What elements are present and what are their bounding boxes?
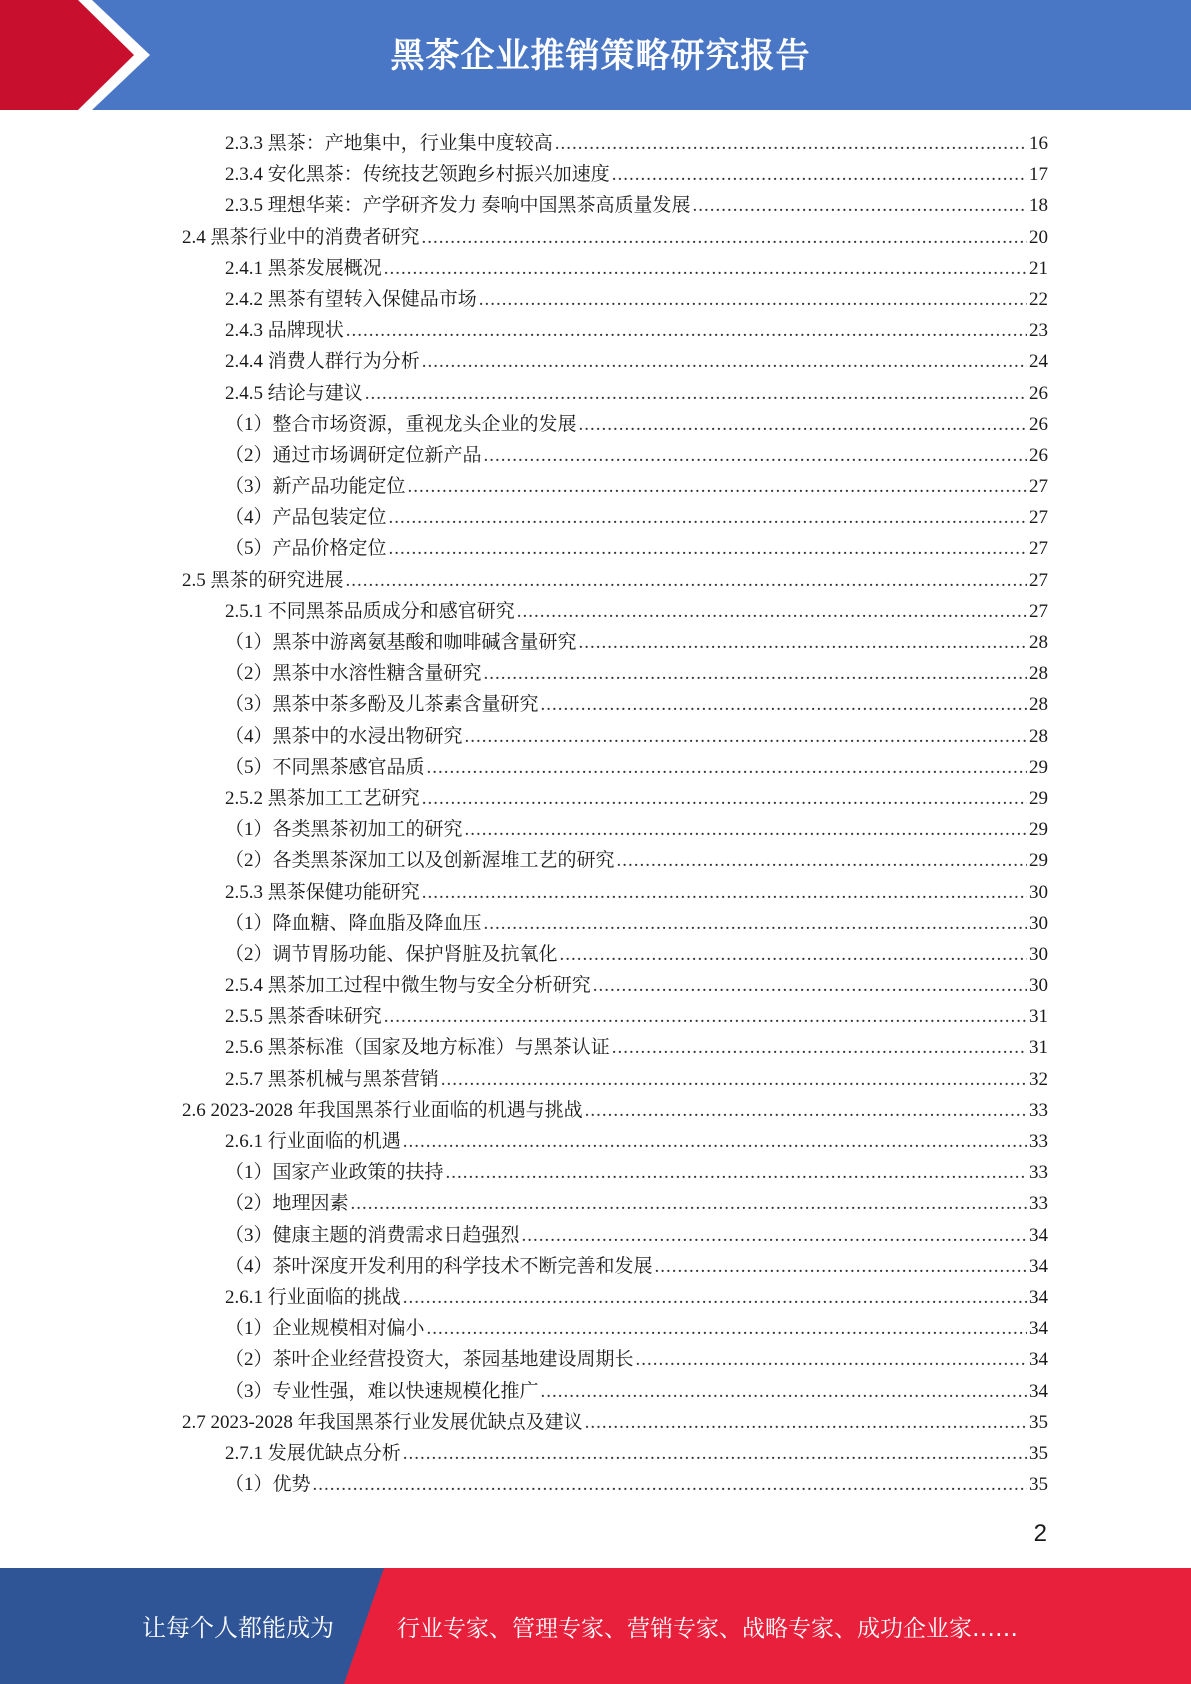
toc-entry-number: 2.5 bbox=[182, 569, 206, 591]
toc-entry-page: 28 bbox=[1029, 632, 1048, 653]
toc-entry-text: 企业规模相对偏小 bbox=[272, 1318, 425, 1340]
toc-entry-text: 茶叶深度开发利用的科学技术不断完善和发展 bbox=[272, 1255, 653, 1277]
toc-entry[interactable] bbox=[182, 1220, 1048, 1251]
toc-entry-number: 2.4.2 bbox=[225, 288, 263, 310]
toc-dot-leader bbox=[384, 253, 1027, 284]
toc-entry-title bbox=[225, 159, 610, 190]
toc-entry-number: 2.7.1 bbox=[225, 1442, 263, 1464]
toc-entry-title bbox=[225, 1282, 401, 1313]
toc-entry-text: 黑茶中的水浸出物研究 bbox=[272, 725, 463, 747]
toc-entry[interactable] bbox=[182, 502, 1048, 533]
toc-entry-page: 28 bbox=[1029, 663, 1048, 685]
toc-entry-page: 17 bbox=[1029, 164, 1048, 186]
toc-dot-leader bbox=[479, 284, 1027, 315]
toc-entry-number: （4） bbox=[225, 507, 273, 529]
toc-dot-leader bbox=[617, 845, 1027, 876]
toc-dot-leader bbox=[636, 1344, 1027, 1375]
toc-entry-title bbox=[225, 440, 482, 471]
toc-dot-leader bbox=[422, 222, 1027, 253]
toc-entry-number: （4） bbox=[225, 725, 273, 747]
toc-entry[interactable] bbox=[182, 284, 1048, 315]
toc-entry-title bbox=[225, 939, 558, 970]
toc-entry-title bbox=[225, 409, 577, 440]
table-of-contents bbox=[182, 128, 1048, 1500]
toc-entry[interactable] bbox=[182, 752, 1048, 783]
toc-entry-title bbox=[225, 1313, 425, 1344]
toc-entry[interactable] bbox=[182, 1095, 1048, 1126]
toc-entry-number: 2.5.4 bbox=[225, 975, 263, 997]
toc-entry-title bbox=[225, 1251, 653, 1282]
toc-dot-leader bbox=[541, 1376, 1027, 1407]
toc-entry[interactable] bbox=[182, 596, 1048, 627]
toc-dot-leader bbox=[693, 190, 1027, 221]
toc-entry[interactable] bbox=[182, 1313, 1048, 1344]
toc-dot-leader bbox=[389, 533, 1027, 564]
toc-dot-leader bbox=[585, 1407, 1027, 1438]
toc-entry-title bbox=[225, 1032, 610, 1063]
toc-dot-leader bbox=[422, 346, 1027, 377]
toc-entry-text: 黑茶加工工艺研究 bbox=[267, 787, 420, 809]
toc-entry-number: （2） bbox=[225, 943, 273, 965]
toc-entry-text: 黑茶行业中的消费者研究 bbox=[210, 226, 420, 248]
toc-entry-page: 26 bbox=[1029, 413, 1048, 435]
toc-entry-page: 34 bbox=[1029, 1224, 1048, 1246]
toc-entry-title bbox=[225, 190, 691, 221]
toc-entry-text: 优势 bbox=[272, 1474, 311, 1496]
toc-entry-number: 2.4.5 bbox=[225, 382, 263, 404]
page-number: 2 bbox=[1033, 1520, 1047, 1547]
toc-dot-leader bbox=[541, 689, 1027, 720]
toc-entry-number: 2.4.3 bbox=[225, 320, 263, 342]
toc-entry-number: 2.4.1 bbox=[225, 257, 263, 279]
toc-dot-leader bbox=[560, 939, 1027, 970]
toc-entry-page: 33 bbox=[1029, 1099, 1048, 1121]
toc-entry-text: 黑茶中游离氨基酸和咖啡碱含量研究 bbox=[272, 632, 577, 653]
toc-entry-text: 专业性强，难以快速规模化推广 bbox=[272, 1380, 539, 1402]
toc-entry-page: 35 bbox=[1029, 1442, 1048, 1464]
toc-entry[interactable] bbox=[182, 1032, 1048, 1063]
toc-entry[interactable] bbox=[182, 814, 1048, 845]
toc-entry-text: 国家产业政策的扶持 bbox=[272, 1162, 444, 1184]
toc-dot-leader bbox=[522, 1220, 1027, 1251]
toc-entry[interactable] bbox=[182, 1469, 1048, 1500]
toc-entry[interactable] bbox=[182, 128, 1048, 159]
toc-entry-title bbox=[225, 1376, 539, 1407]
toc-entry-text: 安化黑茶：传统技艺领跑乡村振兴加速度 bbox=[267, 164, 610, 186]
toc-entry-page: 28 bbox=[1029, 725, 1048, 747]
toc-entry[interactable] bbox=[182, 253, 1048, 284]
toc-dot-leader bbox=[346, 315, 1027, 346]
toc-entry-text: 不同黑茶感官品质 bbox=[272, 756, 425, 778]
toc-dot-leader bbox=[408, 471, 1027, 502]
toc-entry-page: 35 bbox=[1029, 1474, 1048, 1496]
toc-entry-text: 降血糖、降血脂及降血压 bbox=[272, 912, 482, 934]
toc-dot-leader bbox=[403, 1126, 1027, 1157]
toc-entry-title bbox=[225, 1344, 634, 1375]
toc-entry-page: 33 bbox=[1029, 1162, 1048, 1184]
toc-entry-title bbox=[182, 1407, 583, 1438]
toc-entry-number: （3） bbox=[225, 694, 273, 716]
toc-entry-number: （1） bbox=[225, 1474, 273, 1496]
toc-entry-text: 黑茶：产地集中，行业集中度较高 bbox=[267, 133, 553, 154]
toc-entry-title bbox=[225, 845, 615, 876]
toc-entry-number: （2） bbox=[225, 663, 273, 685]
toc-entry[interactable] bbox=[182, 1344, 1048, 1375]
toc-entry-text: 健康主题的消费需求日趋强烈 bbox=[272, 1224, 520, 1246]
toc-dot-leader bbox=[365, 378, 1027, 409]
toc-entry-number: （1） bbox=[225, 1318, 273, 1340]
toc-entry-number: 2.5.7 bbox=[225, 1068, 263, 1090]
toc-entry-page: 30 bbox=[1029, 912, 1048, 934]
toc-entry-number: 2.5.1 bbox=[225, 600, 263, 622]
toc-dot-leader bbox=[441, 1064, 1027, 1095]
toc-entry-text: 黑茶中水溶性糖含量研究 bbox=[272, 663, 482, 685]
toc-entry-title bbox=[225, 1126, 401, 1157]
toc-entry-page: 32 bbox=[1029, 1068, 1048, 1090]
toc-entry-title bbox=[225, 471, 406, 502]
toc-entry[interactable] bbox=[182, 627, 1048, 658]
toc-entry-text: 黑茶机械与黑茶营销 bbox=[267, 1068, 439, 1090]
toc-entry-number: （4） bbox=[225, 1255, 273, 1277]
toc-entry-text: 黑茶加工过程中微生物与安全分析研究 bbox=[267, 975, 591, 997]
toc-dot-leader bbox=[579, 627, 1027, 658]
toc-entry[interactable] bbox=[182, 440, 1048, 471]
toc-entry-title bbox=[225, 1469, 311, 1500]
toc-entry-title bbox=[225, 721, 463, 752]
toc-entry-title bbox=[225, 284, 477, 315]
toc-entry-number: （2） bbox=[225, 1193, 273, 1215]
toc-entry-number: （1） bbox=[225, 819, 273, 841]
toc-entry-number: 2.5.3 bbox=[225, 881, 263, 903]
toc-entry-text: 整合市场资源，重视龙头企业的发展 bbox=[272, 413, 577, 435]
toc-entry[interactable] bbox=[182, 190, 1048, 221]
toc-entry-title bbox=[225, 502, 387, 533]
toc-entry-title bbox=[225, 1438, 401, 1469]
toc-entry[interactable] bbox=[182, 845, 1048, 876]
toc-entry-text: 调节胃肠功能、保护肾脏及抗氧化 bbox=[272, 943, 558, 965]
toc-entry-page: 21 bbox=[1029, 257, 1048, 279]
toc-entry-number: 2.5.2 bbox=[225, 787, 263, 809]
toc-dot-leader bbox=[427, 1313, 1027, 1344]
toc-entry-title bbox=[225, 1220, 520, 1251]
toc-dot-leader bbox=[655, 1251, 1027, 1282]
toc-entry-title bbox=[225, 1157, 444, 1188]
toc-entry-title bbox=[225, 689, 539, 720]
toc-entry-text: 各类黑茶深加工以及创新渥堆工艺的研究 bbox=[272, 850, 615, 872]
toc-entry-title bbox=[225, 783, 420, 814]
toc-entry-page: 27 bbox=[1029, 569, 1048, 591]
toc-entry-page: 31 bbox=[1029, 1006, 1048, 1028]
toc-entry-text: 黑茶中茶多酚及儿茶素含量研究 bbox=[272, 694, 539, 716]
toc-dot-leader bbox=[389, 502, 1027, 533]
toc-entry[interactable] bbox=[182, 1438, 1048, 1469]
toc-entry-page: 30 bbox=[1029, 943, 1048, 965]
toc-entry-page: 24 bbox=[1029, 351, 1048, 373]
toc-entry-page: 33 bbox=[1029, 1193, 1048, 1215]
toc-entry-text: 2023-2028 年我国黑茶行业发展优缺点及建议 bbox=[210, 1411, 583, 1433]
toc-entry-number: 2.6.1 bbox=[225, 1131, 263, 1152]
toc-entry[interactable] bbox=[182, 159, 1048, 190]
toc-entry-page: 28 bbox=[1029, 694, 1048, 716]
toc-dot-leader bbox=[313, 1469, 1027, 1500]
toc-entry-text: 结论与建议 bbox=[267, 382, 363, 404]
toc-dot-leader bbox=[465, 814, 1027, 845]
toc-entry-title bbox=[225, 970, 591, 1001]
toc-entry-text: 通过市场调研定位新产品 bbox=[272, 444, 482, 466]
toc-entry-title bbox=[225, 627, 577, 658]
toc-entry-number: （1） bbox=[225, 1162, 273, 1184]
toc-entry-text: 地理因素 bbox=[272, 1193, 349, 1215]
toc-entry-number: （3） bbox=[225, 1380, 273, 1402]
toc-entry-page: 29 bbox=[1029, 819, 1048, 841]
toc-entry[interactable] bbox=[182, 658, 1048, 689]
toc-entry-title bbox=[182, 1095, 583, 1126]
toc-entry-page: 20 bbox=[1029, 226, 1048, 248]
toc-dot-leader bbox=[484, 658, 1027, 689]
toc-entry-title bbox=[225, 315, 344, 346]
toc-entry-number: （1） bbox=[225, 632, 273, 653]
toc-entry-page: 30 bbox=[1029, 881, 1048, 903]
toc-entry-number: 2.5.5 bbox=[225, 1006, 263, 1028]
toc-entry-number: （5） bbox=[225, 756, 273, 778]
toc-entry-page: 35 bbox=[1029, 1411, 1048, 1433]
toc-dot-leader bbox=[403, 1438, 1027, 1469]
toc-entry[interactable] bbox=[182, 1188, 1048, 1219]
toc-dot-leader bbox=[484, 908, 1027, 939]
toc-dot-leader bbox=[484, 440, 1027, 471]
toc-entry-title bbox=[225, 877, 420, 908]
toc-entry-page: 16 bbox=[1029, 133, 1048, 154]
toc-entry-title bbox=[225, 596, 515, 627]
toc-entry[interactable] bbox=[182, 471, 1048, 502]
toc-entry[interactable] bbox=[182, 877, 1048, 908]
toc-entry-title bbox=[225, 346, 420, 377]
toc-entry[interactable] bbox=[182, 1376, 1048, 1407]
toc-entry-text: 黑茶保健功能研究 bbox=[267, 881, 420, 903]
footer-slogan-right: 行业专家、管理专家、营销专家、战略专家、成功企业家…… bbox=[397, 1616, 1018, 1642]
toc-entry-text: 行业面临的挑战 bbox=[267, 1286, 401, 1308]
toc-dot-leader bbox=[585, 1095, 1027, 1126]
toc-entry-text: 黑茶发展概况 bbox=[267, 257, 382, 279]
toc-entry-title bbox=[182, 222, 420, 253]
toc-entry-title bbox=[225, 378, 363, 409]
toc-entry-page: 27 bbox=[1029, 600, 1048, 622]
toc-entry-page: 29 bbox=[1029, 787, 1048, 809]
toc-dot-leader bbox=[555, 128, 1027, 159]
toc-entry[interactable] bbox=[182, 908, 1048, 939]
toc-entry-page: 34 bbox=[1029, 1380, 1048, 1402]
toc-entry-text: 各类黑茶初加工的研究 bbox=[272, 819, 463, 841]
toc-entry-title bbox=[225, 1064, 439, 1095]
toc-entry-text: 产品包装定位 bbox=[272, 507, 387, 529]
footer-slogan-left: 让每个人都能成为 bbox=[142, 1614, 334, 1642]
toc-dot-leader bbox=[384, 1001, 1027, 1032]
toc-entry[interactable] bbox=[182, 1251, 1048, 1282]
toc-entry-number: 2.7 bbox=[182, 1411, 206, 1433]
toc-dot-leader bbox=[465, 721, 1027, 752]
toc-entry-page: 18 bbox=[1029, 195, 1048, 217]
toc-entry-page: 22 bbox=[1029, 288, 1048, 310]
toc-dot-leader bbox=[351, 1188, 1027, 1219]
toc-entry-number: （5） bbox=[225, 538, 273, 560]
toc-entry-page: 34 bbox=[1029, 1255, 1048, 1277]
toc-entry[interactable] bbox=[182, 378, 1048, 409]
toc-entry-number: （1） bbox=[225, 912, 273, 934]
toc-entry-text: 黑茶有望转入保健品市场 bbox=[267, 288, 477, 310]
toc-entry-number: （1） bbox=[225, 413, 273, 435]
toc-entry[interactable] bbox=[182, 533, 1048, 564]
toc-entry-page: 30 bbox=[1029, 975, 1048, 997]
toc-entry-number: （3） bbox=[225, 1224, 273, 1246]
toc-entry-text: 茶叶企业经营投资大，茶园基地建设周期长 bbox=[272, 1349, 634, 1371]
toc-entry-page: 34 bbox=[1029, 1349, 1048, 1371]
toc-entry[interactable] bbox=[182, 1407, 1048, 1438]
toc-entry-page: 27 bbox=[1029, 507, 1048, 529]
toc-entry-text: 理想华莱：产学研齐发力 奏响中国黑茶高质量发展 bbox=[267, 195, 691, 217]
toc-entry-text: 黑茶香味研究 bbox=[267, 1006, 382, 1028]
toc-entry-text: 消费人群行为分析 bbox=[267, 351, 420, 373]
toc-entry-page: 23 bbox=[1029, 320, 1048, 342]
toc-entry-title bbox=[225, 908, 482, 939]
toc-entry-number: 2.3.4 bbox=[225, 164, 263, 186]
toc-dot-leader bbox=[517, 596, 1027, 627]
toc-dot-leader bbox=[427, 752, 1027, 783]
toc-entry-page: 29 bbox=[1029, 756, 1048, 778]
toc-entry[interactable] bbox=[182, 970, 1048, 1001]
toc-entry-page: 33 bbox=[1029, 1131, 1048, 1152]
toc-entry-page: 27 bbox=[1029, 538, 1048, 560]
toc-entry-title bbox=[225, 128, 553, 159]
toc-entry-page: 31 bbox=[1029, 1037, 1048, 1059]
toc-entry-title bbox=[182, 565, 344, 596]
toc-entry-title bbox=[225, 253, 382, 284]
toc-entry-page: 34 bbox=[1029, 1318, 1048, 1340]
toc-entry-title bbox=[225, 814, 463, 845]
toc-entry-title bbox=[225, 1001, 382, 1032]
toc-entry-number: 2.4.4 bbox=[225, 351, 263, 373]
toc-entry-text: 2023-2028 年我国黑茶行业面临的机遇与挑战 bbox=[210, 1099, 583, 1121]
toc-entry-number: 2.3.3 bbox=[225, 133, 263, 154]
toc-entry[interactable] bbox=[182, 315, 1048, 346]
toc-entry[interactable] bbox=[182, 721, 1048, 752]
toc-dot-leader bbox=[346, 565, 1027, 596]
toc-entry[interactable] bbox=[182, 1064, 1048, 1095]
toc-entry-number: 2.6 bbox=[182, 1099, 206, 1121]
toc-entry[interactable] bbox=[182, 689, 1048, 720]
toc-entry-title bbox=[225, 1188, 349, 1219]
toc-entry[interactable] bbox=[182, 939, 1048, 970]
toc-entry-text: 黑茶标准（国家及地方标准）与黑茶认证 bbox=[267, 1037, 610, 1059]
toc-entry-text: 新产品功能定位 bbox=[272, 476, 406, 498]
toc-dot-leader bbox=[612, 159, 1027, 190]
toc-entry-title bbox=[225, 658, 482, 689]
toc-entry[interactable] bbox=[182, 565, 1048, 596]
toc-entry[interactable] bbox=[182, 409, 1048, 440]
toc-dot-leader bbox=[403, 1282, 1027, 1313]
toc-entry[interactable] bbox=[182, 222, 1048, 253]
report-title: 黑茶企业推销策略研究报告 bbox=[390, 36, 811, 76]
toc-entry-text: 黑茶的研究进展 bbox=[210, 569, 344, 591]
toc-entry-page: 26 bbox=[1029, 382, 1048, 404]
toc-entry-number: （3） bbox=[225, 476, 273, 498]
toc-entry-page: 26 bbox=[1029, 444, 1048, 466]
toc-entry-number: （2） bbox=[225, 850, 273, 872]
page-footer bbox=[0, 1568, 1191, 1684]
toc-dot-leader bbox=[446, 1157, 1027, 1188]
toc-entry-number: （2） bbox=[225, 1349, 273, 1371]
toc-entry-number: （2） bbox=[225, 444, 273, 466]
toc-dot-leader bbox=[579, 409, 1027, 440]
toc-entry-page: 34 bbox=[1029, 1286, 1048, 1308]
toc-dot-leader bbox=[593, 970, 1027, 1001]
toc-entry-number: 2.4 bbox=[182, 226, 206, 248]
toc-dot-leader bbox=[422, 877, 1027, 908]
toc-entry-text: 行业面临的机遇 bbox=[267, 1131, 401, 1152]
toc-entry-text: 品牌现状 bbox=[267, 320, 344, 342]
toc-entry-text: 发展优缺点分析 bbox=[267, 1442, 401, 1464]
toc-entry-text: 产品价格定位 bbox=[272, 538, 387, 560]
toc-entry[interactable] bbox=[182, 346, 1048, 377]
toc-entry-number: 2.3.5 bbox=[225, 195, 263, 217]
toc-entry-title bbox=[225, 533, 387, 564]
toc-entry-number: 2.6.1 bbox=[225, 1286, 263, 1308]
toc-entry-number: 2.5.6 bbox=[225, 1037, 263, 1059]
toc-dot-leader bbox=[422, 783, 1027, 814]
toc-entry[interactable] bbox=[182, 1001, 1048, 1032]
toc-entry[interactable] bbox=[182, 1126, 1048, 1157]
toc-entry[interactable] bbox=[182, 1157, 1048, 1188]
toc-entry-title bbox=[225, 752, 425, 783]
toc-entry[interactable] bbox=[182, 1282, 1048, 1313]
toc-entry-page: 27 bbox=[1029, 476, 1048, 498]
toc-entry[interactable] bbox=[182, 783, 1048, 814]
toc-entry-text: 不同黑茶品质成分和感官研究 bbox=[267, 600, 515, 622]
toc-dot-leader bbox=[612, 1032, 1027, 1063]
toc-entry-page: 29 bbox=[1029, 850, 1048, 872]
page-header bbox=[0, 0, 1191, 110]
